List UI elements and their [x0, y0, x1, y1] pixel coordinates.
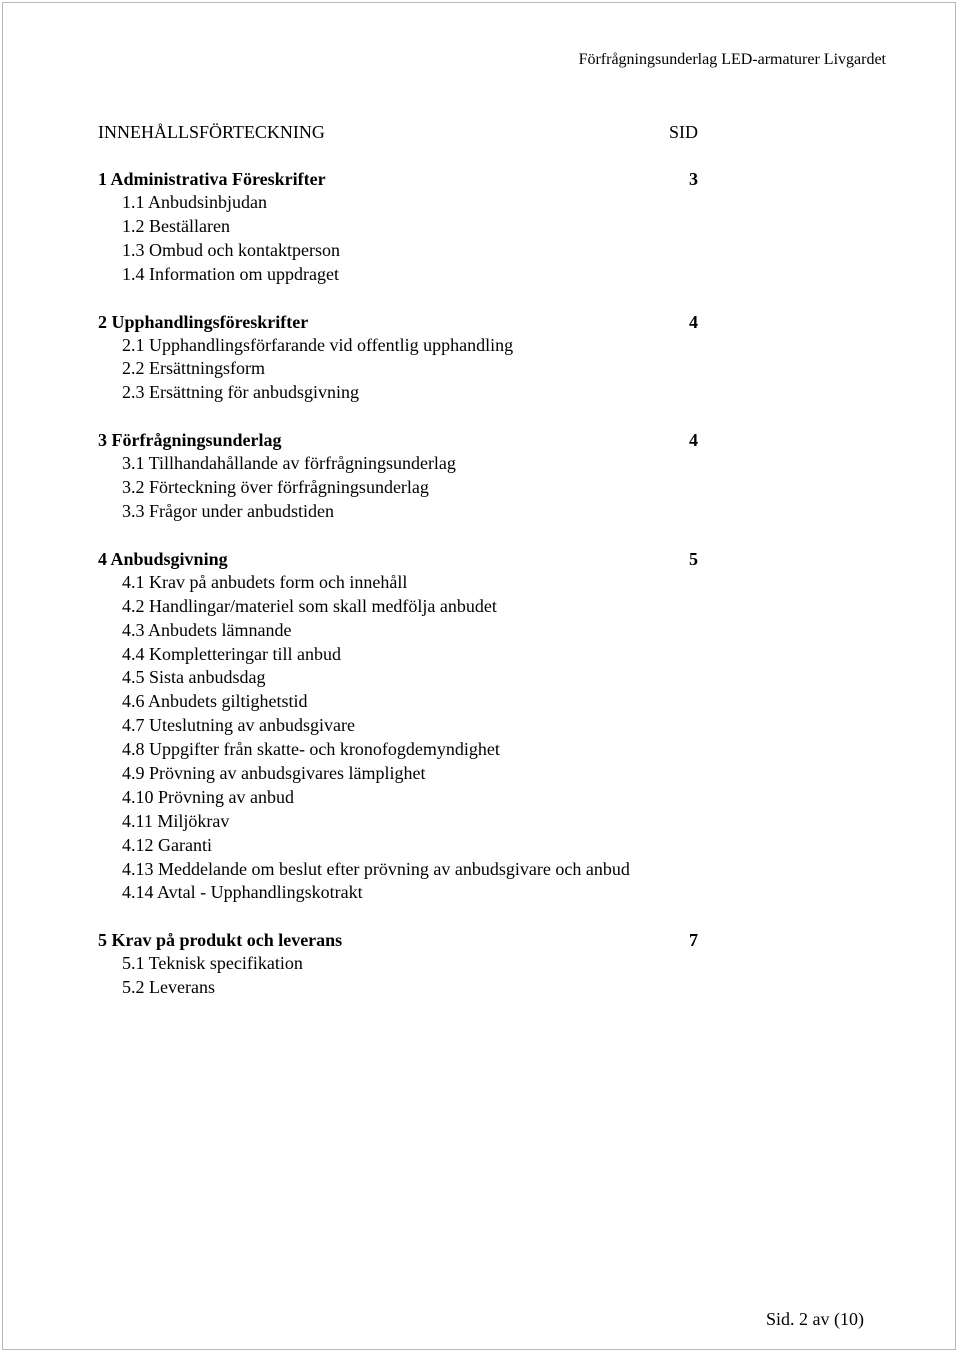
toc-section — [98, 428, 698, 524]
toc-section-title: 2 Upphandlingsföreskrifter — [98, 311, 309, 332]
toc-section-heading — [98, 167, 698, 191]
table-of-contents — [98, 120, 698, 1000]
toc-subsection-item: 4.8 Uppgifter från skatte- och kronofogdemyndighet — [122, 739, 500, 760]
toc-subsection-item: 4.5 Sista anbudsdag — [122, 667, 266, 688]
toc-section — [98, 167, 698, 287]
toc-subsection-item: 4.4 Kompletteringar till anbud — [122, 643, 341, 664]
toc-section — [98, 310, 698, 406]
toc-subsection-item: 2.1 Upphandlingsförfarande vid offentlig upphandling — [122, 334, 514, 355]
toc-subsection-item: 4.7 Uteslutning av anbudsgivare — [122, 715, 355, 736]
toc-heading-row — [98, 120, 698, 144]
toc-subsection-item: 4.3 Anbudets lämnande — [122, 619, 292, 640]
toc-section-heading — [98, 547, 698, 571]
toc-subsection-item: 1.2 Beställaren — [122, 215, 230, 236]
toc-subsection-item: 4.2 Handlingar/materiel som skall medfölja anbudet — [122, 595, 497, 616]
toc-section-title: 1 Administrativa Föreskrifter — [98, 169, 326, 189]
toc-subsection-item: 4.6 Anbudets giltighetstid — [122, 691, 308, 712]
toc-section-heading — [98, 310, 698, 334]
toc-section-title: 3 Förfrågningsunderlag — [98, 430, 282, 451]
toc-subsection-item: 4.12 Garanti — [122, 834, 212, 855]
toc-subsection-item: 4.13 Meddelande om beslut efter prövning av anbudsgivare och anbud — [122, 858, 630, 879]
page-number: Sid. 2 av (10) — [766, 1309, 864, 1329]
toc-section-page-number: 4 — [689, 430, 698, 451]
toc-subsection-item: 5.2 Leverans — [122, 977, 215, 998]
toc-subsection-item: 3.2 Förteckning över förfrågningsunderlag — [122, 477, 429, 498]
toc-subsection-item: 4.1 Krav på anbudets form och innehåll — [122, 571, 408, 592]
toc-section-heading — [98, 428, 698, 452]
toc-page-column-label: SID — [668, 122, 698, 142]
toc-section — [98, 547, 698, 905]
toc-section-heading — [98, 928, 698, 952]
toc-title: INNEHÅLLSFÖRTECKNING — [98, 122, 325, 142]
toc-subsection-item: 2.3 Ersättning för anbudsgivning — [122, 382, 359, 403]
toc-section-page-number: 4 — [689, 311, 698, 332]
toc-section-page-number: 5 — [689, 548, 698, 569]
toc-subsection-item: 2.2 Ersättningsform — [122, 358, 265, 379]
toc-subsection-item: 4.10 Prövning av anbud — [122, 786, 294, 807]
toc-subsection-item: 1.4 Information om uppdraget — [122, 263, 339, 284]
toc-section-title: 5 Krav på produkt och leverans — [98, 930, 343, 951]
toc-subsection-item: 1.1 Anbudsinbjudan — [122, 192, 268, 212]
toc-section-page-number: 7 — [689, 930, 698, 951]
toc-subsection-item: 1.3 Ombud och kontaktperson — [122, 239, 340, 260]
toc-subsection-item: 4.11 Miljökrav — [122, 810, 230, 831]
toc-subsection-item: 5.1 Teknisk specifikation — [122, 953, 303, 974]
toc-sections — [98, 167, 698, 1000]
toc-subsection-item: 4.14 Avtal - Upphandlingskotrakt — [122, 882, 363, 903]
toc-subsection-item: 4.9 Prövning av anbudsgivares lämplighet — [122, 763, 426, 784]
running-header: Förfrågningsunderlag LED-armaturer Livgardet — [578, 51, 886, 68]
toc-section-title: 4 Anbudsgivning — [98, 548, 228, 569]
toc-subsection-item: 3.1 Tillhandahållande av förfrågningsunderlag — [122, 453, 456, 474]
toc-section — [98, 928, 698, 1000]
toc-section-page-number: 3 — [689, 169, 698, 189]
toc-subsection-item: 3.3 Frågor under anbudstiden — [122, 501, 334, 522]
